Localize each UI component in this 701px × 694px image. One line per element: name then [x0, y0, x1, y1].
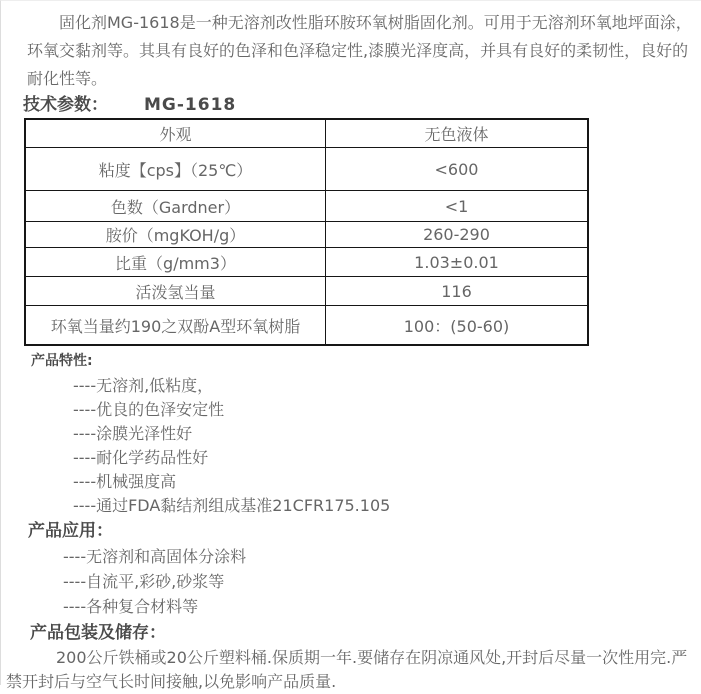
table-row — [25, 119, 588, 148]
table-row — [25, 222, 588, 248]
spec-label: 色数（Gardner） — [25, 191, 326, 222]
table-row — [25, 277, 588, 306]
list-item: ----机械强度高 — [73, 472, 177, 491]
spec-value: 260-290 — [326, 222, 589, 248]
spec-value: 100：(50-60) — [326, 306, 589, 346]
list-item: ----无溶剂和高固体分涂料 — [63, 547, 247, 566]
spec-label: 粘度【cps】（25℃） — [25, 148, 326, 191]
product-model: MG-1618 — [144, 95, 237, 115]
table-row — [25, 148, 588, 191]
table-row — [25, 248, 588, 277]
list-item: ----无溶剂,低粘度， — [73, 376, 214, 395]
features-heading: 产品特性: — [31, 353, 93, 369]
intro-paragraph: 固化剂MG-1618是一种无溶剂改性脂环胺环氧树脂固化剂。可用于无溶剂环氧地坪面涂，环氧交黏剂等。其具有良好的色泽和色泽稳定性,漆膜光泽度高，并具有良好的柔韧性，良好的耐化性等。 — [27, 13, 692, 88]
spec-value: 无色液体 — [326, 119, 589, 148]
tech-params-heading — [23, 95, 701, 115]
table-row — [25, 306, 588, 346]
spec-value: 1.03±0.01 — [326, 248, 589, 277]
spec-value: <1 — [326, 191, 589, 222]
list-item: ----优良的色泽安定性 — [73, 400, 225, 419]
storage-paragraph: 200公斤铁桶或20公斤塑料桶.保质期一年.要储存在阴凉通风处,开封后尽量一次性用完.严禁开封后与空气长时间接触,以免影响产品质量. — [6, 648, 688, 691]
storage-heading: 产品包装及储存： — [30, 623, 166, 643]
spec-label: 比重（g/mm3） — [25, 248, 326, 277]
table-row — [25, 191, 588, 222]
list-item: ----通过FDA黏结剂组成基准21CFR175.105 — [73, 496, 391, 515]
list-item: ----耐化学药品性好 — [73, 448, 209, 467]
applications-heading: 产品应用： — [28, 521, 113, 541]
spec-label: 活泼氢当量 — [25, 277, 326, 306]
spec-label: 外观 — [25, 119, 326, 148]
spec-value: <600 — [326, 148, 589, 191]
list-item: ----涂膜光泽性好 — [73, 424, 193, 443]
spec-table — [24, 118, 589, 346]
spec-label: 胺价（mgKOH/g） — [25, 222, 326, 248]
spec-value: 116 — [326, 277, 589, 306]
spec-label: 环氧当量约190之双酚A型环氧树脂 — [25, 306, 326, 346]
tech-params-label: 技术参数： — [23, 95, 108, 115]
list-item: ----各种复合材料等 — [63, 597, 199, 616]
list-item: ----自流平,彩砂,砂浆等 — [63, 572, 225, 591]
